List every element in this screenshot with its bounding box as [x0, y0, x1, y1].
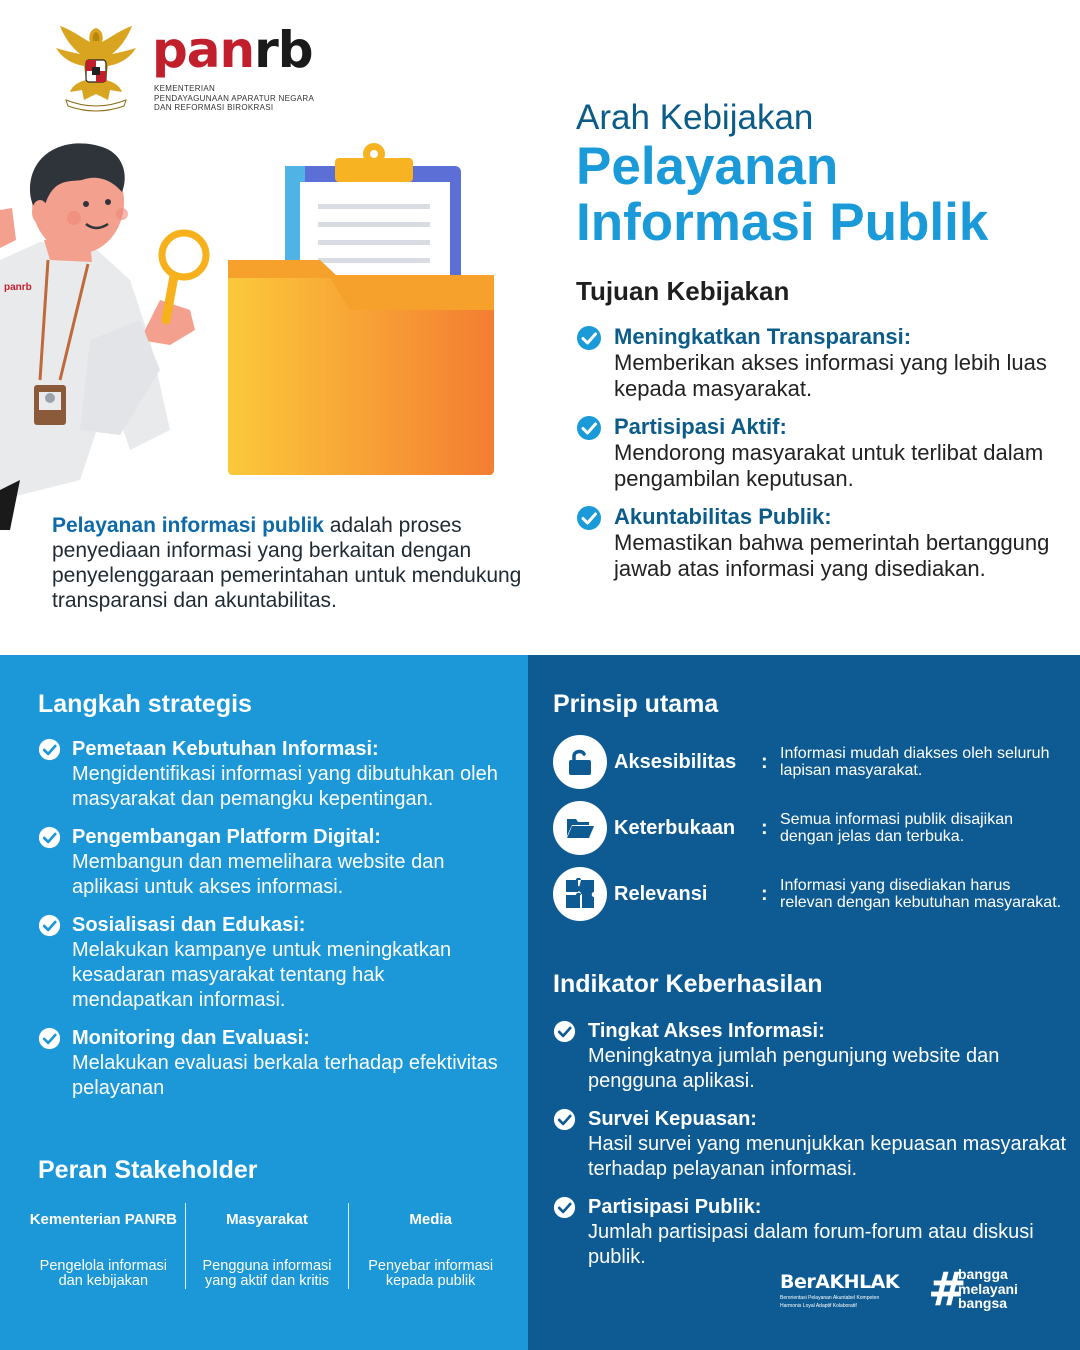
brand-wordmark [152, 22, 313, 78]
principle-colon: : [761, 750, 768, 773]
stakeholder-section [22, 1155, 512, 1289]
stakeholder-desc: Penyebar informasi kepada publik [368, 1258, 494, 1289]
indicator-desc: Hasil survei yang menunjukkan kepuasan masyarakat terhadap pelayanan informasi. [588, 1133, 1067, 1180]
ministry-line-3: DAN REFORMASI BIROKRASI [154, 103, 274, 112]
bangga-text [958, 1267, 1018, 1311]
check-circle-icon [576, 505, 602, 531]
step-desc: Melakukan kampanye untuk meningkatkan kesadaran masyarakat tentang hak mendapatkan informasi. [72, 939, 452, 1011]
ministry-name [154, 84, 324, 113]
intro-highlight: Pelayanan informasi publik [52, 514, 324, 537]
goal-desc: Mendorong masyarakat untuk terlibat dalam pengambilan keputusan. [614, 440, 1044, 491]
berakhlak-title: BerAKHLAK [780, 1271, 900, 1293]
stakeholder-desc: Pengelola informasi dan kebijakan [39, 1258, 168, 1289]
step-title: Monitoring dan Evaluasi: [72, 1027, 310, 1049]
principle-row [553, 867, 1073, 933]
indicator-title: Tingkat Akses Informasi: [588, 1020, 825, 1042]
step-desc: Membangun dan memelihara website dan aplikasi untuk akses informasi. [72, 851, 445, 898]
stakeholder-item [22, 1203, 185, 1289]
top-section [0, 0, 1080, 655]
footer-logos [780, 1261, 1070, 1323]
title-line-3: Informasi Publik [576, 193, 989, 252]
goals-list [576, 324, 1056, 582]
brand-part-rb: rb [254, 21, 313, 79]
principle-desc: Semua informasi publik disajikan dengan jelas dan terbuka. [780, 811, 1013, 845]
goal-title: Meningkatkan Transparansi: [614, 324, 912, 349]
check-circle-icon [576, 415, 602, 441]
list-item [553, 1107, 1073, 1182]
principles-heading: Prinsip utama [553, 690, 719, 718]
panrb-logo [52, 20, 322, 115]
goal-title: Partisipasi Aktif: [614, 414, 787, 439]
steps-list [38, 737, 508, 1101]
list-item [38, 737, 508, 812]
principle-name: Relevansi [614, 882, 708, 905]
principle-row [553, 735, 1073, 801]
principle-icon-circle [553, 801, 607, 855]
principles-list [553, 735, 1073, 933]
principle-name: Keterbukaan [614, 816, 736, 839]
brand-part-pan: pan [152, 21, 255, 79]
principle-icon-circle [553, 867, 607, 921]
ministry-line-1: KEMENTERIAN [154, 84, 216, 93]
principle-row [553, 801, 1073, 867]
step-title: Sosialisasi dan Edukasi: [72, 914, 306, 936]
goal-desc: Memberikan akses informasi yang lebih luas kepada masyarakat. [614, 350, 1047, 401]
list-item [38, 1026, 508, 1101]
stakeholder-item [185, 1203, 349, 1289]
title-line-2: Pelayanan [576, 137, 839, 196]
title-line-1: Arah Kebijakan [576, 98, 814, 137]
step-title: Pemetaan Kebutuhan Informasi: [72, 738, 379, 760]
strategic-steps [38, 689, 508, 1114]
berakhlak-sub-1: Berorientasi Pelayanan Akuntabel Kompeten [780, 1295, 880, 1301]
list-item [38, 825, 508, 900]
list-item [576, 414, 1056, 492]
strategy-panel [0, 655, 528, 1350]
step-desc: Mengidentifikasi informasi yang dibutuhkan oleh masyarakat dan pemangku kepentingan. [72, 763, 498, 810]
list-item [38, 913, 508, 1013]
magnifier-icon [162, 233, 206, 320]
ministry-line-2: PENDAYAGUNAAN APARATUR NEGARA [154, 93, 315, 103]
principles-panel [528, 655, 1080, 1350]
stakeholder-desc: Pengguna informasi yang aktif dan kritis [202, 1258, 332, 1289]
principle-colon: : [761, 816, 768, 839]
check-circle-icon [38, 1027, 61, 1050]
folder-icon [228, 260, 494, 475]
intro-text: adalah proses penyediaan informasi yang berkaitan dengan penyelenggaraan pemerintahan untuk mendukung transparansi dan akuntabilitas. [52, 514, 522, 612]
stakeholder-name: Kementerian PANRB [29, 1211, 177, 1228]
indicators-list [553, 1019, 1073, 1270]
check-circle-icon [553, 1196, 576, 1219]
stakeholder-grid [22, 1203, 512, 1289]
bangga-line-2: melayani [958, 1280, 1018, 1297]
step-desc: Melakukan evaluasi berkala terhadap efektivitas pelayanan [72, 1052, 498, 1099]
indicators-section [553, 969, 1073, 1283]
bangga-line-1: bangga [958, 1266, 1008, 1282]
check-circle-icon [38, 914, 61, 937]
bangga-line-3: bangsa [958, 1295, 1008, 1311]
step-title: Pengembangan Platform Digital: [72, 826, 381, 848]
intro-paragraph [52, 513, 562, 613]
stakeholder-name: Media [409, 1211, 452, 1228]
hero-illustration [0, 130, 520, 530]
indicator-title: Survei Kepuasan: [588, 1108, 757, 1130]
check-circle-icon [553, 1108, 576, 1131]
puzzle-icon [564, 878, 596, 910]
list-item [576, 504, 1056, 582]
indicators-heading: Indikator Keberhasilan [553, 970, 823, 998]
check-circle-icon [576, 325, 602, 351]
goal-desc: Memastikan bahwa pemerintah bertanggung jawab atas informasi yang disediakan. [614, 530, 1050, 581]
goals-heading: Tujuan Kebijakan [576, 276, 790, 306]
check-circle-icon [38, 738, 61, 761]
berakhlak-logo [780, 1271, 915, 1309]
person-icon [0, 143, 195, 530]
stakeholder-heading: Peran Stakeholder [38, 1156, 258, 1184]
berakhlak-sub-2: Harmonis Loyal Adaptif Kolaboratif [780, 1303, 857, 1309]
stakeholder-item [348, 1203, 512, 1289]
hashtag-icon: # [928, 1262, 967, 1316]
list-item [553, 1195, 1073, 1270]
principle-icon-circle [553, 735, 607, 789]
garuda-emblem-icon [52, 20, 140, 112]
check-circle-icon [38, 826, 61, 849]
indicator-desc: Jumlah partisipasi dalam forum-forum atau diskusi publik. [588, 1221, 1034, 1268]
badge-text: panrb [4, 282, 32, 293]
list-item [553, 1019, 1073, 1094]
stakeholder-name: Masyarakat [226, 1211, 308, 1228]
bangga-melayani-logo [928, 1262, 1038, 1319]
list-item [576, 324, 1056, 402]
check-circle-icon [553, 1020, 576, 1043]
policy-header [576, 98, 1056, 594]
goal-title: Akuntabilitas Publik: [614, 504, 832, 529]
folder-open-icon [565, 816, 595, 840]
principle-colon: : [761, 882, 768, 905]
steps-heading: Langkah strategis [38, 690, 252, 718]
unlock-icon [567, 748, 593, 776]
principle-name: Aksesibilitas [614, 750, 737, 773]
principle-desc: Informasi yang disediakan harus relevan dengan kebutuhan masyarakat. [780, 877, 1062, 911]
principles-section [553, 689, 1073, 933]
indicator-desc: Meningkatnya jumlah pengunjung website dan pengguna aplikasi. [588, 1045, 1000, 1092]
indicator-title: Partisipasi Publik: [588, 1196, 762, 1218]
principle-desc: Informasi mudah diakses oleh seluruh lapisan masyarakat. [780, 745, 1050, 779]
